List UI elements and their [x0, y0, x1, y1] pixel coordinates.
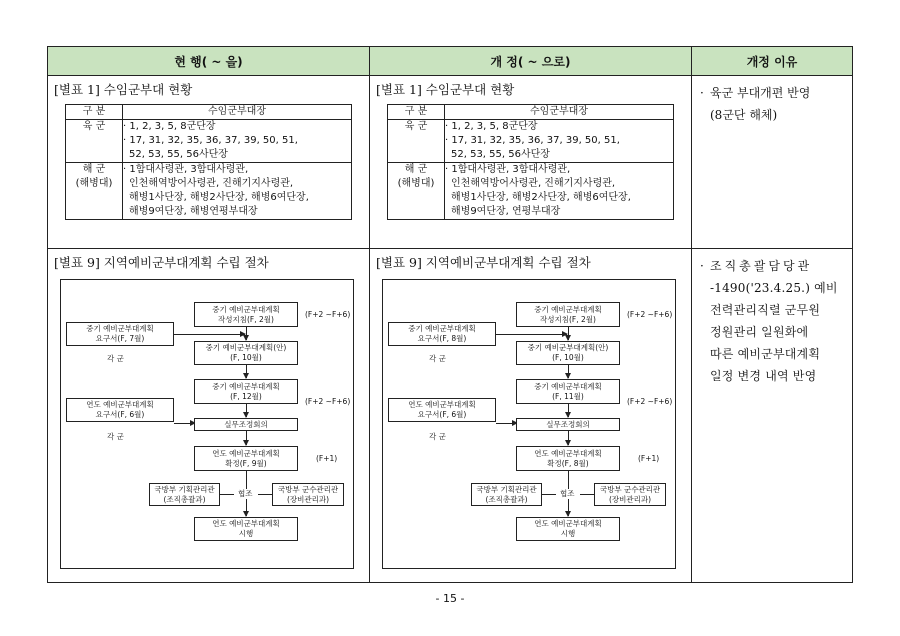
box-annual-request: 연도 예비군부대계획 요구서(F, 6월) [388, 398, 496, 422]
section2-reason [692, 249, 853, 583]
flowchart-revised [382, 279, 676, 569]
arrow [246, 404, 247, 417]
navy-line: 해병9여단장, 연평부대장 [451, 206, 561, 217]
section1-revised [370, 76, 692, 249]
arrow [568, 431, 569, 445]
box-annual-request: 연도 예비군부대계획 요구서(F, 6월) [66, 398, 174, 422]
bullet: · [700, 86, 704, 100]
units-head-category: 구 분 [388, 105, 445, 120]
navy-line: 인천해역방어사령관, 진해기지사령관, [451, 178, 616, 189]
navy-label-line: (해병대) [75, 178, 113, 189]
page-number: - 15 - [435, 592, 465, 605]
army-line: · 1, 2, 3, 5, 8군단장 [445, 121, 538, 132]
box-mnd-planning: 국방부 기획관리관 (조직총괄과) [471, 483, 542, 506]
label-range-2: (F+2 ~F+6) [627, 397, 673, 406]
box-annual-exec: 연도 예비군부대계획 시행 [516, 517, 620, 541]
army-label: 육 군 [66, 120, 123, 163]
arrow [568, 365, 569, 378]
army-units [123, 120, 352, 163]
box-working-meeting: 실무조정회의 [194, 418, 298, 431]
units-table-revised [387, 104, 674, 220]
arrow [246, 365, 247, 378]
label-each-army: 각 군 [107, 432, 124, 441]
label-cooperation: 협조 [238, 489, 253, 498]
reason-text [692, 249, 852, 387]
army-line: 52, 53, 55, 56사단장 [451, 149, 550, 160]
navy-units [123, 163, 352, 220]
army-line: · 1, 2, 3, 5, 8군단장 [123, 121, 216, 132]
box-midterm-plan: 중기 예비군부대계획 (F, 11월) [516, 379, 620, 404]
navy-line: 해병1사단장, 해병2사단장, 해병6여단장, [129, 192, 309, 203]
label-each-army: 각 군 [429, 432, 446, 441]
label-each-army: 각 군 [107, 354, 124, 363]
reason-line: 육군 부대개편 반영 [710, 86, 811, 100]
box-mnd-logistics: 국방부 군수관리관 (장비관리과) [272, 483, 344, 506]
reason-line: -1490('23.4.25.) 예비 [710, 281, 838, 295]
navy-label-line: (해병대) [397, 178, 435, 189]
army-units [445, 120, 674, 163]
army-line: · 17, 31, 32, 35, 36, 37, 39, 50, 51, [123, 135, 298, 146]
arrow [246, 327, 247, 340]
label-range-1: (F+2 ~F+6) [627, 310, 673, 319]
reason-line: 일정 변경 내역 반영 [710, 369, 817, 383]
box-mnd-logistics: 국방부 군수관리관 (장비관리과) [594, 483, 666, 506]
box-annual-confirm: 연도 예비군부대계획 확정(F, 8월) [516, 446, 620, 471]
connector [258, 494, 272, 495]
section1-reason [692, 76, 853, 249]
navy-units [445, 163, 674, 220]
army-line: · 17, 31, 32, 35, 36, 37, 39, 50, 51, [445, 135, 620, 146]
units-table-current [65, 104, 352, 220]
reason-line: 조직총괄담당관 [710, 259, 813, 273]
arrow [496, 334, 567, 335]
navy-line: 해병1사단장, 해병2사단장, 해병6여단장, [451, 192, 631, 203]
units-head-units: 수임군부대장 [123, 105, 352, 120]
navy-label [66, 163, 123, 220]
arrow [174, 423, 195, 424]
navy-line: 해병9여단장, 해병연평부대장 [129, 206, 258, 217]
arrow [174, 334, 245, 335]
army-label: 육 군 [388, 120, 445, 163]
arrow [568, 327, 569, 340]
box-midterm-draft: 중기 예비군부대계획(안) (F, 10월) [194, 341, 298, 365]
reason-line: (8군단 해체) [710, 108, 778, 122]
box-mnd-planning: 국방부 기획관리관 (조직총괄과) [149, 483, 220, 506]
units-head-category: 구 분 [66, 105, 123, 120]
navy-line: · 1함대사령관, 3함대사령관, [123, 164, 249, 175]
label-f1: (F+1) [638, 454, 660, 463]
navy-line: · 1함대사령관, 3함대사령관, [445, 164, 571, 175]
label-cooperation: 협조 [560, 489, 575, 498]
box-midterm-draft: 중기 예비군부대계획(안) (F, 10월) [516, 341, 620, 365]
reason-text [692, 76, 852, 126]
connector [542, 494, 556, 495]
label-range-2: (F+2 ~F+6) [305, 397, 351, 406]
reason-line: 따른 예비군부대계획 [710, 347, 821, 361]
army-line: 52, 53, 55, 56사단장 [129, 149, 228, 160]
navy-line: 인천해역방어사령관, 진해기지사령관, [129, 178, 294, 189]
section1-row [48, 76, 853, 249]
navy-label-line: 해 군 [404, 164, 428, 175]
navy-label-line: 해 군 [82, 164, 106, 175]
connector [220, 494, 234, 495]
bullet: · [700, 259, 705, 273]
page [47, 46, 852, 583]
comparison-table [47, 46, 853, 583]
flowchart-current [60, 279, 354, 569]
section2-revised [370, 249, 692, 583]
box-midterm-request: 중기 예비군부대계획 요구서(F, 7월) [66, 322, 174, 346]
header-current: 현 행( ~ 을) [48, 47, 370, 76]
arrow [246, 431, 247, 445]
label-each-army: 각 군 [429, 354, 446, 363]
arrow [568, 404, 569, 417]
units-head-units: 수임군부대장 [445, 105, 674, 120]
section2-title: [별표 9] 지역예비군부대계획 수립 절차 [54, 255, 269, 270]
header-revised: 개 정( ~ 으로) [370, 47, 692, 76]
section1-current [48, 76, 370, 249]
section2-title: [별표 9] 지역예비군부대계획 수립 절차 [376, 255, 591, 270]
section1-title: [별표 1] 수임군부대 현황 [54, 82, 193, 97]
label-f1: (F+1) [316, 454, 338, 463]
navy-label [388, 163, 445, 220]
connector [580, 494, 594, 495]
arrow [496, 423, 517, 424]
box-annual-exec: 연도 예비군부대계획 시행 [194, 517, 298, 541]
box-midterm-request: 중기 예비군부대계획 요구서(F, 8월) [388, 322, 496, 346]
box-midterm-plan: 중기 예비군부대계획 (F, 12월) [194, 379, 298, 404]
section1-title: [별표 1] 수임군부대 현황 [376, 82, 515, 97]
box-midterm-guide: 중기 예비군부대계획 작성지침(F, 2월) [516, 302, 620, 327]
header-row [48, 47, 853, 76]
header-reason: 개정 이유 [692, 47, 853, 76]
label-range-1: (F+2 ~F+6) [305, 310, 351, 319]
box-annual-confirm: 연도 예비군부대계획 확정(F, 9월) [194, 446, 298, 471]
box-midterm-guide: 중기 예비군부대계획 작성지침(F, 2월) [194, 302, 298, 327]
reason-line: 정원관리 일원화에 [710, 325, 809, 339]
reason-line: 전력관리직렬 군무원 [710, 303, 821, 317]
section2-row [48, 249, 853, 583]
section2-current [48, 249, 370, 583]
box-working-meeting: 실무조정회의 [516, 418, 620, 431]
